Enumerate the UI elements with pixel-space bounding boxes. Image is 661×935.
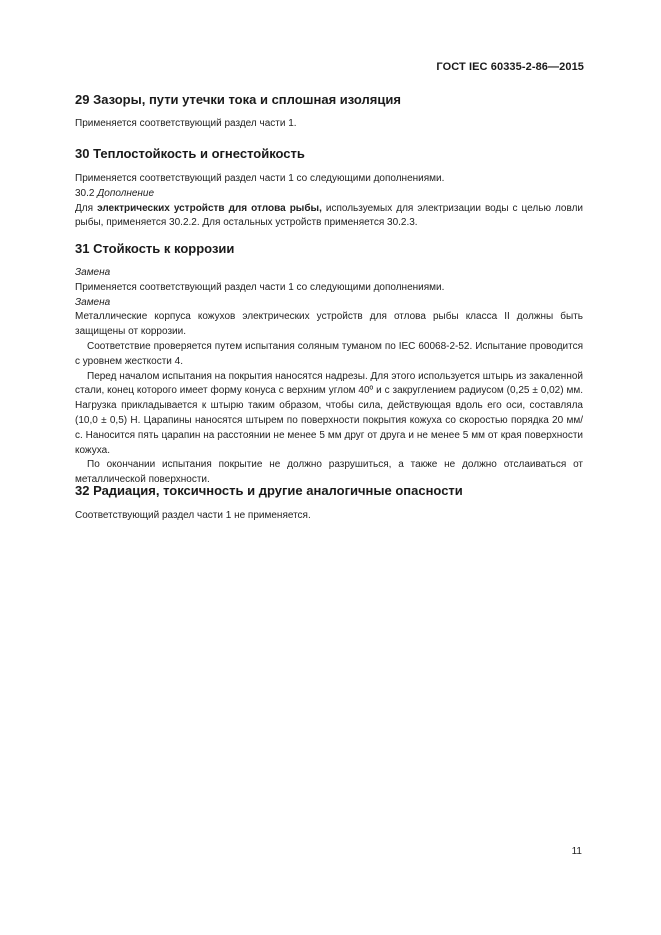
section-31-paragraph-2: Металлические корпуса кожухов электрических устройств для отлова рыбы класса II должны быть защищены от коррозии. xyxy=(75,311,583,338)
section-32 xyxy=(75,483,583,524)
section-31-paragraph-4: Перед началом испытания на покрытия наносятся надрезы. Для этого используется штырь из закаленной стали, конец которого имеет форму конуса с верхним углом 40º и с закруглением радиусом (0,25 ± 0,02) мм. Нагрузка прикладывается к штырю таким образом, чтобы сила, действующая вдоль его оси, составляла (10,0 ± 0,5) Н. Царапины наносятся штырем по поверхности покрытия кожуха со скоростью порядка 20 мм/с. Наносится пять царапин на расстоянии не менее 5 мм друг от друга и не менее 5 мм от края поверхности кожуха. xyxy=(75,370,583,456)
section-29-title: 29 Зазоры, пути утечки тока и сплошная изоляция xyxy=(75,92,401,107)
text-run: используемых для электризации воды с целью ловли рыбы, применяется 30.2.2. Для остальных устройств применяется 30.2.3. xyxy=(75,202,583,229)
bold-term: электрических устройств для отлова рыбы, xyxy=(97,202,322,214)
section-31 xyxy=(75,241,583,488)
section-29-paragraph-1: Применяется соответствующий раздел части 1. xyxy=(75,118,297,129)
page-number: 11 xyxy=(571,846,582,857)
section-30 xyxy=(75,146,583,231)
section-31-paragraph-1: Применяется соответствующий раздел части 1 со следующими дополнениями. xyxy=(75,281,445,293)
section-32-paragraph-1: Соответствующий раздел части 1 не применяется. xyxy=(75,510,311,521)
section-30-title: 30 Теплостойкость и огнестойкость xyxy=(75,146,305,161)
section-31-paragraph-3: Соответствие проверяется путем испытания соляным туманом по IEC 60068-2-52. Испытание проводится с уровнем жесткости 4. xyxy=(75,340,583,367)
section-30-paragraph-2 xyxy=(75,202,583,232)
section-31-label-replacement-2: Замена xyxy=(75,296,111,308)
section-30-paragraph-1: Применяется соответствующий раздел части 1 со следующими дополнениями. xyxy=(75,173,445,184)
text-run: Для xyxy=(75,202,98,214)
document-id-header: ГОСТ IEC 60335-2-86—2015 xyxy=(436,61,584,73)
section-31-label-replacement-1: Замена xyxy=(75,267,111,278)
section-32-title: 32 Радиация, токсичность и другие аналогичные опасности xyxy=(75,483,463,498)
section-29 xyxy=(75,92,583,132)
subclause-number: 30.2 xyxy=(75,187,95,199)
section-30-subclause xyxy=(75,187,583,202)
section-31-title: 31 Стойкость к коррозии xyxy=(75,241,235,256)
section-31-paragraph-5: По окончании испытания покрытие не должно разрушиться, а также не должно отслаиваться от металлической поверхности. xyxy=(75,459,583,486)
subclause-label: Дополнение xyxy=(97,187,155,199)
